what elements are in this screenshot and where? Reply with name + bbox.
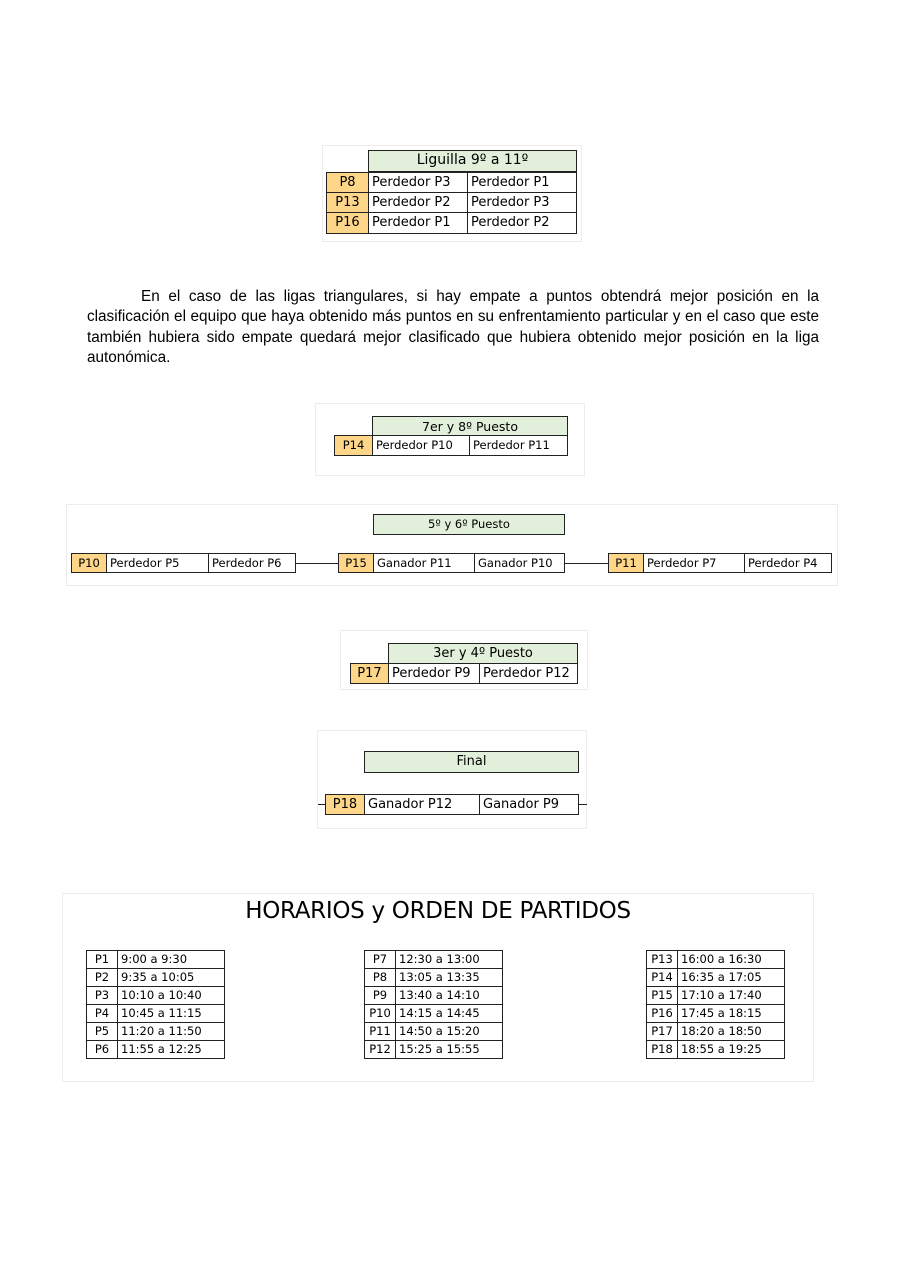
liguilla-team-a: Perdedor P1 — [368, 212, 468, 234]
bracket-connector — [296, 563, 338, 564]
table-row: P16 17:45 a 18:15 — [647, 1005, 785, 1023]
liguilla-code: P13 — [326, 192, 369, 213]
table-row: P18 18:55 a 19:25 — [647, 1041, 785, 1059]
schedule-title: HORARIOS y ORDEN DE PARTIDOS — [245, 898, 631, 924]
fifth-center-code: P15 — [338, 553, 374, 573]
liguilla-team-a: Perdedor P3 — [368, 172, 468, 193]
final-team-a: Ganador P12 — [364, 794, 480, 815]
fifth-center-team-b: Ganador P10 — [474, 553, 565, 573]
table-row: P10 14:15 a 14:45 — [365, 1005, 503, 1023]
bracket-connector — [579, 804, 587, 805]
fifth-title: 5º y 6º Puesto — [373, 514, 565, 535]
schedule-table-2 — [364, 950, 503, 1059]
bracket-connector — [565, 563, 608, 564]
schedule-table-1 — [86, 950, 225, 1059]
fifth-left-team-a: Perdedor P5 — [106, 553, 209, 573]
table-row: P11 14:50 a 15:20 — [365, 1023, 503, 1041]
fifth-right-team-b: Perdedor P4 — [744, 553, 832, 573]
table-row: P8 13:05 a 13:35 — [365, 969, 503, 987]
third-title: 3er y 4º Puesto — [388, 643, 578, 664]
seventh-team-a: Perdedor P10 — [372, 435, 470, 456]
table-row: P5 11:20 a 11:50 — [87, 1023, 225, 1041]
final-code: P18 — [325, 794, 365, 815]
fifth-right-team-a: Perdedor P7 — [643, 553, 745, 573]
table-row: P12 15:25 a 15:55 — [365, 1041, 503, 1059]
liguilla-title: Liguilla 9º a 11º — [368, 150, 577, 172]
liguilla-team-b: Perdedor P2 — [467, 212, 577, 234]
seventh-title: 7er y 8º Puesto — [372, 416, 568, 436]
table-row: P3 10:10 a 10:40 — [87, 987, 225, 1005]
liguilla-team-a: Perdedor P2 — [368, 192, 468, 213]
liguilla-team-b: Perdedor P1 — [467, 172, 577, 193]
fifth-left-code: P10 — [71, 553, 107, 573]
liguilla-code: P16 — [326, 212, 369, 234]
final-title: Final — [364, 751, 579, 773]
table-row: P6 11:55 a 12:25 — [87, 1041, 225, 1059]
table-row: P1 9:00 a 9:30 — [87, 951, 225, 969]
liguilla-team-b: Perdedor P3 — [467, 192, 577, 213]
seventh-team-b: Perdedor P11 — [469, 435, 568, 456]
schedule-table-3 — [646, 950, 785, 1059]
table-row: P17 18:20 a 18:50 — [647, 1023, 785, 1041]
third-code: P17 — [350, 663, 389, 684]
third-team-b: Perdedor P12 — [479, 663, 578, 684]
table-row: P2 9:35 a 10:05 — [87, 969, 225, 987]
table-row: P7 12:30 a 13:00 — [365, 951, 503, 969]
fifth-left-team-b: Perdedor P6 — [208, 553, 296, 573]
fifth-right-code: P11 — [608, 553, 644, 573]
table-row: P13 16:00 a 16:30 — [647, 951, 785, 969]
third-team-a: Perdedor P9 — [388, 663, 480, 684]
table-row: P4 10:45 a 11:15 — [87, 1005, 225, 1023]
fifth-center-team-a: Ganador P11 — [373, 553, 475, 573]
seventh-code: P14 — [334, 435, 373, 456]
table-row: P9 13:40 a 14:10 — [365, 987, 503, 1005]
final-team-b: Ganador P9 — [479, 794, 579, 815]
rules-paragraph: En el caso de las ligas triangulares, si hay empate a puntos obtendrá mejor posición en la clasificación el equipo que haya obtenido más puntos en su enfrentamiento particular y en el caso que este también hubiera sido empate quedará mejor clasificado que hubiera obtenido mejor posición en la liga autonómica. — [87, 288, 819, 366]
table-row: P14 16:35 a 17:05 — [647, 969, 785, 987]
liguilla-code: P8 — [326, 172, 369, 193]
table-row: P15 17:10 a 17:40 — [647, 987, 785, 1005]
